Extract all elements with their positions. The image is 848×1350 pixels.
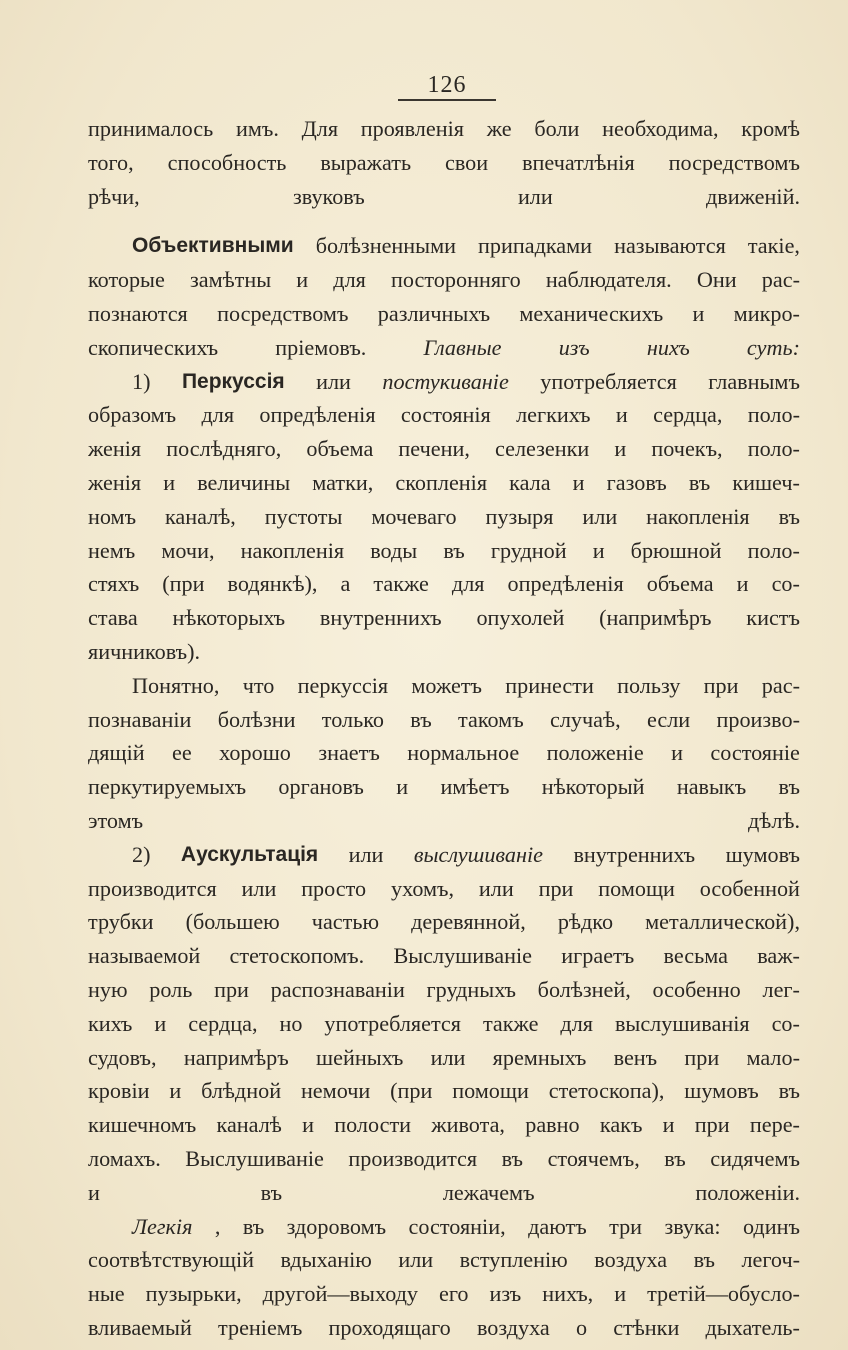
word: называются	[614, 233, 726, 259]
word: лег-	[762, 976, 800, 1002]
word: и	[396, 774, 409, 800]
word: частью	[311, 909, 380, 935]
word: венъ	[613, 1044, 658, 1070]
text-run: яичниковъ).	[88, 638, 201, 664]
word: накопленія	[240, 537, 345, 563]
word: способность	[167, 149, 287, 175]
word: кромѣ	[741, 116, 800, 141]
word: играетъ	[561, 943, 635, 969]
word: пустоты	[264, 503, 343, 529]
word: ,	[214, 1213, 221, 1239]
word: которые	[88, 267, 165, 293]
word: свои	[445, 149, 489, 175]
text-line	[88, 146, 800, 180]
word: принималось	[88, 116, 214, 141]
word: легкихъ	[516, 402, 591, 428]
word: кала	[509, 469, 551, 495]
word: и	[572, 469, 585, 495]
italic-term: постукиваніе	[382, 368, 509, 394]
word: шейныхъ	[316, 1044, 404, 1070]
text-line	[88, 500, 800, 534]
word: важ-	[757, 943, 800, 969]
word: при	[703, 672, 739, 698]
word: почекъ,	[651, 436, 723, 462]
word: въ	[688, 469, 711, 495]
word: только	[321, 706, 384, 732]
word: особенно	[652, 976, 741, 1002]
word: распознаваніи	[270, 976, 405, 1002]
word: даютъ	[528, 1213, 587, 1239]
word: такіе,	[747, 233, 800, 259]
word: става	[88, 605, 138, 631]
word: со-	[771, 571, 800, 597]
text-line	[88, 703, 800, 737]
word: напримѣръ	[183, 1044, 289, 1070]
word: опредѣленія	[259, 402, 376, 428]
word: въ	[410, 706, 432, 732]
word: наблюдателя.	[545, 267, 672, 293]
word: металлической),	[645, 909, 800, 935]
word: поло-	[747, 537, 800, 563]
word: употребляется	[324, 1010, 461, 1036]
word: ухомъ,	[391, 875, 455, 901]
word: опухолей	[476, 605, 565, 631]
bold-term: Аускультація	[180, 842, 319, 866]
word: при	[214, 976, 249, 1002]
word: живота,	[431, 1112, 505, 1138]
word: каналѣ,	[164, 503, 236, 529]
word: кишечномъ	[88, 1112, 197, 1138]
text-line	[88, 229, 800, 263]
word: одинъ	[742, 1213, 800, 1239]
word: деревянной,	[411, 909, 526, 935]
word: (при	[390, 1078, 433, 1104]
text-line	[88, 1041, 800, 1075]
bold-term: Перкуссія	[181, 369, 285, 393]
word: легоч-	[741, 1247, 800, 1273]
word: и	[671, 740, 683, 766]
word: вдыханію	[280, 1247, 372, 1273]
word: (при	[162, 571, 205, 597]
word: внутреннихъ	[573, 841, 696, 867]
word: или	[241, 875, 277, 901]
word: болѣзни	[217, 706, 296, 732]
text-line	[88, 567, 800, 601]
word: различныхъ	[377, 300, 491, 326]
text-line	[88, 398, 800, 432]
word: также	[373, 571, 429, 597]
word: вступленію	[459, 1247, 568, 1273]
text-line	[88, 1176, 800, 1210]
text-line	[88, 1311, 800, 1345]
word: или	[348, 841, 384, 867]
word: и	[592, 537, 605, 563]
word: 2)	[132, 841, 151, 867]
word: производится	[88, 875, 217, 901]
text-line	[88, 872, 800, 906]
word: третій—обусло-	[647, 1281, 800, 1307]
word: Выслушиваніе	[393, 943, 533, 969]
word: (напримѣръ	[599, 605, 712, 631]
italic-term: Легкія	[132, 1213, 193, 1239]
word: рас-	[761, 267, 800, 293]
word: поло-	[747, 436, 800, 462]
text-line	[88, 1074, 800, 1108]
word: помощи	[598, 875, 675, 901]
word: въ	[778, 1078, 800, 1104]
word: главнымъ	[708, 368, 800, 394]
word: при	[694, 1112, 730, 1138]
word: опредѣленія	[507, 571, 624, 597]
word: мало-	[746, 1044, 800, 1070]
word: въ	[778, 503, 800, 529]
text-line	[88, 432, 800, 466]
word: водянкѣ),	[227, 571, 318, 597]
word: образомъ	[88, 402, 177, 428]
word: органовъ	[278, 774, 364, 800]
word: если	[646, 706, 691, 732]
word: также	[482, 1010, 539, 1036]
word: выслушиванія	[614, 1010, 750, 1036]
word: селезенки	[495, 436, 590, 462]
word: судовъ,	[88, 1044, 157, 1070]
word: микро-	[733, 300, 800, 326]
word: что	[242, 672, 275, 698]
word: знаетъ	[318, 740, 380, 766]
word: выражать	[320, 149, 412, 175]
word: стоячемъ,	[547, 1145, 640, 1171]
text-line	[88, 1277, 800, 1311]
word: пузырьки,	[145, 1281, 242, 1307]
text-line	[88, 297, 800, 331]
word: воздуха	[594, 1247, 668, 1273]
body-text	[88, 112, 800, 1345]
word: о	[575, 1314, 588, 1340]
word: и	[662, 1112, 675, 1138]
text-run: рѣчи, звуковъ или движеній.	[88, 183, 800, 209]
word: рас-	[761, 672, 800, 698]
word: просто	[301, 875, 367, 901]
word: и	[302, 1112, 314, 1138]
word: грудныхъ	[426, 976, 516, 1002]
word: и	[692, 300, 705, 326]
word: навыкъ	[676, 774, 747, 800]
word: женія	[88, 469, 142, 495]
word: проявленія	[360, 116, 464, 141]
word: немочи	[300, 1078, 371, 1104]
word: накопленія	[646, 503, 750, 529]
word: номъ	[88, 503, 137, 529]
word: печени,	[398, 436, 470, 462]
word: механическихъ	[519, 300, 664, 326]
word: состоянія	[400, 402, 491, 428]
word: женія	[88, 436, 142, 462]
word: воды	[370, 537, 418, 563]
word: кровіи	[88, 1078, 150, 1104]
word: звука:	[664, 1213, 721, 1239]
word: а	[340, 571, 351, 597]
word: кистъ	[746, 605, 800, 631]
word: (большею	[185, 909, 280, 935]
word: посторонняго	[391, 267, 521, 293]
word: познаваніи	[88, 706, 192, 732]
word: и	[614, 1281, 627, 1307]
word: воздуха	[476, 1314, 550, 1340]
word: въ	[443, 537, 465, 563]
text-line	[88, 939, 800, 973]
word: ную	[88, 976, 128, 1002]
word: состояніи,	[408, 1213, 506, 1239]
word: поло-	[747, 402, 800, 428]
word: и	[736, 571, 749, 597]
word: хорошо	[219, 740, 291, 766]
word: въ	[242, 1213, 265, 1239]
word: послѣдняго,	[166, 436, 282, 462]
word: и	[154, 1010, 167, 1036]
text-line	[88, 263, 800, 297]
word: и	[169, 1078, 182, 1104]
text-run: и въ лежачемъ положеніи.	[88, 1179, 800, 1205]
word: при	[538, 875, 574, 901]
word: состояніе	[710, 740, 800, 766]
word: для	[333, 267, 366, 293]
text-line	[88, 466, 800, 500]
text-line	[88, 601, 800, 635]
word: скопленія	[395, 469, 488, 495]
word: внутреннихъ	[319, 605, 442, 631]
word: какъ	[599, 1112, 643, 1138]
word: помощи	[452, 1078, 529, 1104]
word: сидячемъ	[710, 1145, 800, 1171]
word: вливаемый	[88, 1314, 192, 1340]
word: три	[609, 1213, 643, 1239]
text-run: скопическихъ пріемовъ.	[88, 334, 424, 360]
word: же	[486, 116, 512, 141]
word: и	[163, 469, 176, 495]
word: яремныхъ	[492, 1044, 587, 1070]
text-line	[88, 1142, 800, 1176]
text-line	[88, 1243, 800, 1277]
word: или	[582, 503, 618, 529]
word: матки,	[312, 469, 374, 495]
italic-term: выслушиваніе	[413, 841, 544, 867]
text-line	[88, 635, 800, 669]
word: немъ	[88, 537, 136, 563]
italic-term: Главные изъ нихъ суть:	[423, 334, 800, 360]
word: Для	[301, 116, 339, 141]
word: при	[684, 1044, 720, 1070]
page-number: 126	[427, 72, 467, 98]
word: нѣкоторыхъ	[172, 605, 286, 631]
word: пользу	[617, 672, 681, 698]
word: каналѣ	[216, 1112, 282, 1138]
word: въ	[501, 1145, 524, 1171]
word: для	[201, 402, 235, 428]
text-line	[88, 1108, 800, 1142]
text-line	[88, 112, 800, 146]
word: объема	[646, 571, 714, 597]
word: величины	[197, 469, 291, 495]
word: и	[614, 436, 627, 462]
word: имѣетъ	[440, 774, 510, 800]
word: положеніе	[546, 740, 644, 766]
text-line	[88, 1007, 800, 1041]
word: употребляется	[540, 368, 677, 394]
text-line	[88, 669, 800, 703]
paragraph-gap	[88, 213, 800, 229]
word: или	[316, 368, 351, 394]
word: въ	[778, 774, 800, 800]
word: стетоскопа),	[548, 1078, 665, 1104]
word: кишеч-	[732, 469, 800, 495]
word: въ	[664, 1145, 686, 1171]
word: производится	[348, 1145, 478, 1171]
word: нѣкоторый	[541, 774, 645, 800]
word: треніемъ	[218, 1314, 303, 1340]
text-line	[88, 905, 800, 939]
word: равно	[525, 1112, 580, 1138]
word: и	[296, 267, 309, 293]
word: называемой	[88, 943, 201, 969]
text-line	[88, 365, 800, 399]
word: изъ	[489, 1281, 522, 1307]
word: пере-	[749, 1112, 800, 1138]
word: соотвѣтствующій	[88, 1247, 254, 1273]
word: рѣдко	[557, 909, 614, 935]
word: полости	[334, 1112, 412, 1138]
text-line	[88, 838, 800, 872]
word: стѣнки	[613, 1314, 680, 1340]
word: или	[478, 875, 514, 901]
word: случаѣ,	[550, 706, 621, 732]
word: роль	[149, 976, 193, 1002]
word: и	[615, 402, 628, 428]
word: можетъ	[411, 672, 483, 698]
text-line	[88, 770, 800, 804]
word: трубки	[88, 909, 154, 935]
word: проходящаго	[328, 1314, 451, 1340]
text-line	[88, 804, 800, 838]
word: 1)	[132, 368, 151, 394]
word: кихъ	[88, 1010, 133, 1036]
word: пузыря	[485, 503, 554, 529]
word: весьма	[663, 943, 728, 969]
word: газовъ	[606, 469, 667, 495]
word: дыхатель-	[705, 1314, 800, 1340]
word: шумовъ	[684, 1078, 759, 1104]
word: Выслушиваніе	[185, 1145, 324, 1171]
text-line	[88, 180, 800, 214]
word: ее	[172, 740, 192, 766]
word: имъ.	[235, 116, 279, 141]
text-line	[88, 331, 800, 365]
word: стетоскопомъ.	[229, 943, 365, 969]
word: дящій	[88, 740, 145, 766]
word: Они	[696, 267, 737, 293]
word: болѣзней,	[537, 976, 631, 1002]
word: со-	[771, 1010, 800, 1036]
word: для	[451, 571, 485, 597]
text-line	[88, 736, 800, 770]
word: впечатлѣнія	[522, 149, 635, 175]
word: ные	[88, 1281, 125, 1307]
word: другой—выходу	[262, 1281, 419, 1307]
word: боли	[534, 116, 580, 141]
word: здоровомъ	[286, 1213, 387, 1239]
header-rule	[398, 99, 496, 101]
word: или	[398, 1247, 434, 1273]
word: болѣзненными	[315, 233, 456, 259]
word: посредствомъ	[668, 149, 800, 175]
word: того,	[88, 149, 134, 175]
text-line	[88, 973, 800, 1007]
word: познаются	[88, 300, 188, 326]
word: брюшной	[630, 537, 722, 563]
word: необходима,	[602, 116, 719, 141]
word: замѣтны	[189, 267, 272, 293]
word: припадками	[478, 233, 593, 259]
word: грудной	[490, 537, 567, 563]
word: мочи,	[161, 537, 215, 563]
word: мочеваго	[371, 503, 457, 529]
text-line	[88, 1210, 800, 1244]
bold-term: Объективными	[132, 234, 294, 258]
word: для	[560, 1010, 593, 1036]
word: нихъ,	[542, 1281, 594, 1307]
word: особенной	[699, 875, 800, 901]
word: его	[439, 1281, 469, 1307]
word: такомъ	[458, 706, 524, 732]
text-line	[88, 534, 800, 568]
word: но	[279, 1010, 303, 1036]
word: произво-	[716, 706, 800, 732]
word: шумовъ	[725, 841, 800, 867]
word: посредствомъ	[217, 300, 349, 326]
word: въ	[693, 1247, 715, 1273]
word: стяхъ	[88, 571, 140, 597]
word: нормальное	[407, 740, 520, 766]
word: объема	[306, 436, 374, 462]
word: сердца,	[188, 1010, 258, 1036]
word: перкутируемыхъ	[88, 774, 247, 800]
word: ломахъ.	[88, 1145, 161, 1171]
text-run: этомъ дѣлѣ.	[88, 807, 800, 833]
word: перкуссія	[297, 672, 389, 698]
word: блѣдной	[201, 1078, 282, 1104]
word: принести	[505, 672, 594, 698]
word: Понятно,	[132, 672, 220, 698]
word: или	[430, 1044, 466, 1070]
word: сердца,	[653, 402, 723, 428]
